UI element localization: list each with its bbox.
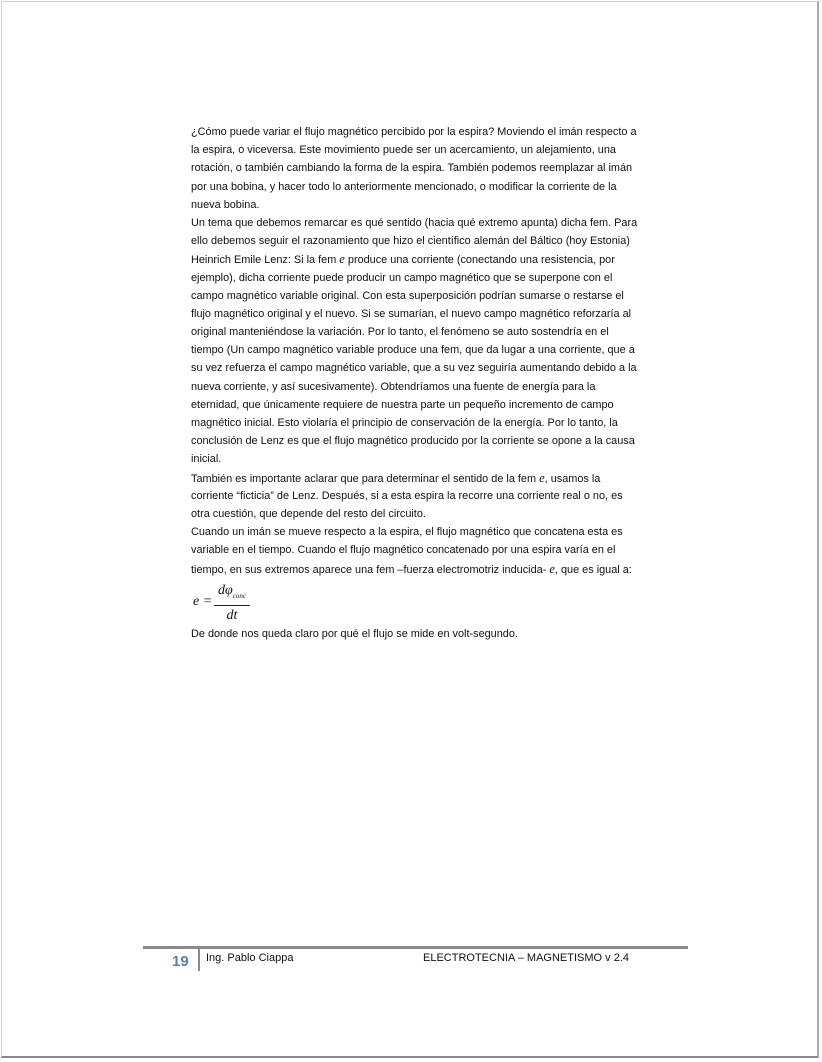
text-line: flujo magnético original y el nuevo. Si se sumarían, el nuevo campo magnético reforzaría al <box>191 307 632 320</box>
text-fragment: tiempo, en sus extremos aparece una fem –fuerza electromotriz inducida- <box>191 563 550 576</box>
text-line: campo magnético variable original. Con esta superposición podrían sumarse o restarse el <box>191 289 624 302</box>
text-line: original manteniéndose la variación. Por lo tanto, el fenómeno se auto sostendría en el <box>191 326 609 339</box>
footer-author: Ing. Pablo Ciappa <box>206 952 294 964</box>
closing-line: De donde nos queda claro por qué el flujo se mide en volt-segundo. <box>191 627 518 640</box>
text-fragment: , usamos la <box>544 472 601 485</box>
text-line: tiempo (Un campo magnético variable produce una fem, que da lugar a una corriente, que a <box>191 344 635 357</box>
paragraph-fictitious-current <box>191 469 691 524</box>
formula-numerator <box>214 582 250 605</box>
text-line: ¿Cómo puede variar el flujo magnético percibido por la espira? Moviendo el imán respecto a <box>191 126 637 138</box>
formula-numerator-text: dφ <box>218 582 233 598</box>
text-line <box>191 560 691 578</box>
faraday-formula <box>191 582 691 624</box>
text-line: eternidad, que únicamente requiere de nuestra parte un pequeño incremento de campo <box>191 398 614 411</box>
text-fragment: produce una corriente (conectando una resistencia, por <box>344 254 615 267</box>
fraction-bar <box>214 605 250 606</box>
text-line: magnético inicial. Esto violaría el principio de conservación de la energía. Por lo tanto, la <box>191 417 618 429</box>
formula-lhs: e = <box>193 593 213 609</box>
text-line: por una bobina, y hacer todo lo anteriormente mencionado, o modificar la corriente de la <box>191 180 617 193</box>
footer-divider <box>143 946 688 949</box>
page-number: 19 <box>172 953 189 970</box>
text-line: rotación, o también cambiando la forma de la espira. También podemos reemplazar al imán <box>191 162 633 175</box>
text-line: inicial. <box>191 453 222 466</box>
footer-vertical-divider <box>198 946 200 971</box>
footer-document-title: ELECTROTECNIA – MAGNETISMO v 2.4 <box>423 952 629 964</box>
emf-symbol: e <box>539 470 545 485</box>
text-line: corriente “ficticia” de Lenz. Después, si a esta espira la recorre una corriente real o no, es <box>191 489 623 502</box>
text-line <box>191 469 691 487</box>
paragraph-lenz <box>191 214 691 469</box>
emf-symbol: e <box>339 252 345 267</box>
text-line: Un tema que debemos remarcar es qué sentido (hacia qué extremo apunta) dicha fem. Para <box>191 216 638 229</box>
text-line: la espira, o viceversa. Este movimiento puede ser un acercamiento, un alejamiento, una <box>191 144 616 157</box>
formula-fraction <box>214 582 250 626</box>
text-fragment: Heinrich Emile Lenz: Si la fem <box>191 254 340 267</box>
paragraph-induced-emf <box>191 523 691 578</box>
text-line: otra cuestión, que depende del resto del circuito. <box>191 507 426 520</box>
text-line: Cuando un imán se mueve respecto a la espira, el flujo magnético que concatena esta es <box>191 526 623 539</box>
emf-symbol: e <box>549 561 555 576</box>
formula-denominator: dt <box>226 608 238 624</box>
paragraph-flux-variation <box>191 123 691 214</box>
text-line: ejemplo), dicha corriente puede producir un campo magnético que se superpone con el <box>191 271 613 284</box>
text-fragment: También es importante aclarar que para determinar el sentido de la fem <box>191 472 540 485</box>
formula-subscript: conc <box>232 591 246 600</box>
text-fragment: , que es igual a: <box>554 563 632 576</box>
text-line: nueva corriente, y así sucesivamente). Obtendríamos una fuente de energía para la <box>191 380 596 393</box>
text-line: ello debemos seguir el razonamiento que hizo el científico alemán del Báltico (hoy Estonia) <box>191 235 630 248</box>
text-line: nueva bobina. <box>191 198 260 211</box>
text-line <box>191 250 691 268</box>
text-line: conclusión de Lenz es que el flujo magnético producido por la corriente se opone a la causa <box>191 435 635 448</box>
text-line: su vez refuerza el campo magnético variable, que a su vez seguiría aumentando debido a la <box>191 362 637 375</box>
document-body <box>191 123 691 643</box>
text-line: variable en el tiempo. Cuando el flujo magnético concatenado por una espira varía en el <box>191 544 616 557</box>
